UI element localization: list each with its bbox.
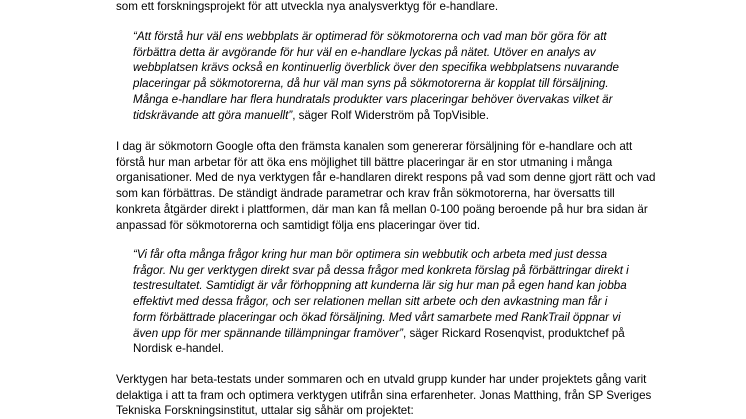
quote-line: placeringar på sökmotorerna, då hur väl man syns på sökmotorerna är kopplat till försäljning. <box>133 77 609 91</box>
body-paragraph-intro <box>116 0 680 15</box>
text-line: förstå hur man arbetar för att öka ens möjlighet till bättre placeringar är en stor utmaning i många <box>116 155 613 169</box>
quote-line: “Vi får ofta många frågor kring hur man bör optimera sin webbutik och arbeta med just dessa <box>133 248 608 261</box>
text-line: Tekniska Forskningsinstitut, uttalar sig såhär om projektet: <box>116 404 414 418</box>
text-line: konkreta åtgärder direkt i plattformen, där man kan få mellan 0-100 poäng beroende på hur bra sidan är <box>116 202 648 216</box>
quote-ending: tidskrävande att göra manuellt” <box>133 108 293 122</box>
quote-line: Många e-handlare har flera hundratals produkter vars placeringar behöver övervakas vilket är <box>133 92 613 106</box>
quote-line: “Att förstå hur väl ens webbplats är optimerad för sökmotorerna och vad man bör göra för att <box>133 30 607 43</box>
quote-attribution: , säger Rickard Rosenqvist, produktchef på <box>403 326 625 340</box>
quote-line: webbplatsen krävs också en kontinuerlig överblick över den specifika webbplatsens nuvarande <box>133 61 619 75</box>
body-paragraph-beta <box>116 372 680 419</box>
body-paragraph-google <box>116 139 680 233</box>
text-line: Verktygen har beta-testats under sommaren och en utvald grupp kunder har under projektets gång varit <box>116 373 647 386</box>
quote-attribution-continued: Nordisk e-handel. <box>133 342 224 356</box>
text-line: I dag är sökmotorn Google ofta den främsta kanalen som genererar försäljning för e-handlare och att <box>116 140 633 153</box>
quote-last-line <box>133 326 667 342</box>
quote-line: testresultatet. Samtidigt är vår förhoppning att kunderna lär sig hur man på egen hand kan jobba <box>133 279 627 293</box>
text-line: som kan förbättras. De ständigt ändrade parametrar och krav från sökmotorerna, har översatts till <box>116 187 615 201</box>
quote-line: förbättra detta är avgörande för hur väl en e-handlare lyckas på nätet. Utöver en analys av <box>133 45 596 59</box>
quote-line: frågor. Nu ger verktygen direkt svar på dessa frågor med konkreta förslag på förbättringar direkt i <box>133 263 629 277</box>
quote-nordisk-ehandel <box>133 247 667 357</box>
quote-line: form förbättrade placeringar och ökad försäljning. Med vårt samarbete med RankTrail öppnar vi <box>133 310 621 324</box>
text-line: organisationer. Med de nya verktygen får e-handlaren direkt respons på vad som denne gjort rätt och vad <box>116 171 656 185</box>
text-line: delaktiga i att ta fram och optimera verktygen utifrån sina erfarenheter. Jonas Matthing, från SP Sveriges <box>116 388 652 402</box>
text-line: anpassad för sökmotorerna och samtidigt följa ens placeringar över tid. <box>116 218 481 232</box>
text-line: som ett forskningsprojekt för att utveckla nya analysverktyg för e-handlare. <box>116 0 499 13</box>
quote-last-line <box>133 108 667 124</box>
quote-topvisible <box>133 29 667 123</box>
quote-ending: även upp för mer spännande tillämpningar framöver” <box>133 326 404 340</box>
quote-attribution: , säger Rolf Widerström på TopVisible. <box>292 108 489 122</box>
quote-line: effektivt med dessa frågor, och ser relationen mellan sitt arbete och den avkastning man får i <box>133 295 608 309</box>
